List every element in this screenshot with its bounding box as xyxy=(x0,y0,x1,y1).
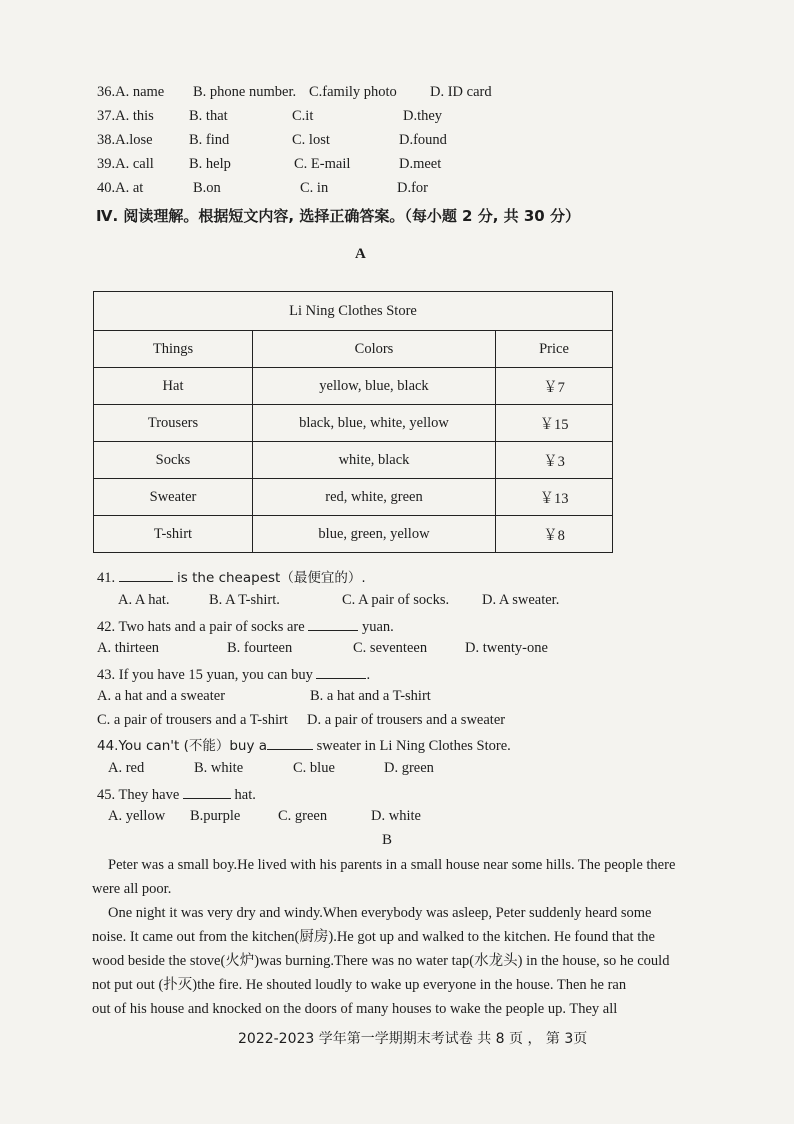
question-44-stem xyxy=(97,735,511,756)
q38-option-a: 38.A.lose xyxy=(97,132,153,148)
q39-option-a: 39.A. call xyxy=(97,156,154,172)
q42-option-c: C. seventeen xyxy=(353,640,428,656)
q40-option-d: D.for xyxy=(397,180,429,196)
question-45-options xyxy=(108,808,608,828)
passage-line: not put out (扑灭)the fire. He shouted loudly to wake up everyone in the house. Then he ran xyxy=(92,977,627,993)
q36-option-a: 36.A. name xyxy=(97,84,165,100)
page-footer: 2022-2023 学年第一学期期末考试卷 共 8 页 ， 第 3页 xyxy=(238,1031,588,1047)
table-row xyxy=(94,479,613,516)
q39-option-d: D.meet xyxy=(399,156,442,172)
passage-line: wood beside the stove(火炉)was burning.There was no water tap(水龙头) in the house, so he could xyxy=(92,953,670,969)
row-colors: yellow, blue, black xyxy=(253,368,496,405)
question-44-options xyxy=(108,760,608,780)
question-43-stem xyxy=(97,664,370,685)
row-colors: red, white, green xyxy=(253,479,496,516)
q41-option-a: A. A hat. xyxy=(118,592,170,608)
row-colors: black, blue, white, yellow xyxy=(253,405,496,442)
q43-option-c: C. a pair of trousers and a T-shirt xyxy=(97,712,288,728)
q44-text: 44.You can't (不能）buy a xyxy=(97,738,268,754)
row-thing: Sweater xyxy=(94,479,253,516)
table-row xyxy=(94,516,613,553)
row-colors: white, black xyxy=(253,442,496,479)
q44-option-a: A. red xyxy=(108,760,145,776)
q40-option-c: C. in xyxy=(300,180,329,196)
header-price: Price xyxy=(496,331,613,368)
q43-option-a: A. a hat and a sweater xyxy=(97,688,226,704)
row-price: ￥13 xyxy=(496,479,613,516)
q41-option-b: B. A T-shirt. xyxy=(209,592,280,608)
answer-blank xyxy=(308,616,358,631)
row-thing: T-shirt xyxy=(94,516,253,553)
question-43-options-row2 xyxy=(97,712,617,732)
table-row xyxy=(94,442,613,479)
question-37 xyxy=(97,108,657,128)
table-title: Li Ning Clothes Store xyxy=(94,292,613,331)
q41-number: 41. xyxy=(97,570,119,586)
q43-option-d: D. a pair of trousers and a sweater xyxy=(307,712,506,728)
question-42-options xyxy=(97,640,617,660)
question-41-stem xyxy=(97,567,366,588)
passage-a-label: A xyxy=(355,246,366,262)
q42-text: 42. Two hats and a pair of socks are xyxy=(97,619,309,635)
q45-text: 45. They have xyxy=(97,787,183,803)
answer-blank xyxy=(183,784,231,799)
passage-line: One night it was very dry and windy.When everybody was asleep, Peter suddenly heard some xyxy=(108,905,652,921)
q41-text: is the cheapest（最便宜的）. xyxy=(172,570,366,586)
q43-text-end: . xyxy=(366,667,371,683)
question-39 xyxy=(97,156,657,176)
q43-text: 43. If you have 15 yuan, you can buy xyxy=(97,667,317,683)
q45-option-b: B.purple xyxy=(190,808,241,824)
q44-option-c: C. blue xyxy=(293,760,335,776)
q37-option-d: D.they xyxy=(403,108,443,124)
row-price: ￥8 xyxy=(496,516,613,553)
q43-option-b: B. a hat and a T-shirt xyxy=(310,688,431,704)
q44-option-b: B. white xyxy=(194,760,244,776)
q42-option-d: D. twenty-one xyxy=(465,640,548,656)
q45-option-d: D. white xyxy=(371,808,421,824)
question-45-stem xyxy=(97,784,256,805)
q44-option-d: D. green xyxy=(384,760,434,776)
question-43-options-row1 xyxy=(97,688,617,708)
q41-option-d: D. A sweater. xyxy=(482,592,560,608)
question-38 xyxy=(97,132,657,152)
q40-option-b: B.on xyxy=(193,180,221,196)
q36-option-d: D. ID card xyxy=(430,84,492,100)
passage-line: were all poor. xyxy=(92,881,172,897)
q44-text-end: sweater in Li Ning Clothes Store. xyxy=(313,738,511,754)
q40-option-a: 40.A. at xyxy=(97,180,144,196)
row-price: ￥3 xyxy=(496,442,613,479)
q39-option-b: B. help xyxy=(189,156,231,172)
q45-option-c: C. green xyxy=(278,808,328,824)
q37-option-b: B. that xyxy=(189,108,228,124)
row-thing: Trousers xyxy=(94,405,253,442)
q41-option-c: C. A pair of socks. xyxy=(342,592,450,608)
question-40 xyxy=(97,180,657,200)
q37-option-c: C.it xyxy=(292,108,314,124)
table-row xyxy=(94,405,613,442)
row-thing: Hat xyxy=(94,368,253,405)
section-4-title: Ⅳ. 阅读理解。根据短文内容, 选择正确答案。（每小题 2 分, 共 30 分） xyxy=(96,207,580,225)
table-row xyxy=(94,368,613,405)
header-colors: Colors xyxy=(253,331,496,368)
answer-blank xyxy=(316,664,366,679)
row-price: ￥15 xyxy=(496,405,613,442)
header-things: Things xyxy=(94,331,253,368)
clothes-store-table xyxy=(93,291,613,553)
question-36 xyxy=(97,84,657,104)
passage-line: noise. It came out from the kitchen(厨房).He got up and walked to the kitchen. He found that the xyxy=(92,929,655,945)
table-header-row xyxy=(94,331,613,368)
q42-option-a: A. thirteen xyxy=(97,640,160,656)
passage-line: Peter was a small boy.He lived with his parents in a small house near some hills. The people there xyxy=(108,857,676,873)
passage-line: out of his house and knocked on the doors of many houses to wake the people up. They all xyxy=(92,1001,618,1017)
q38-option-c: C. lost xyxy=(292,132,330,148)
question-42-stem xyxy=(97,616,394,637)
answer-blank xyxy=(119,567,173,582)
q45-text-end: hat. xyxy=(230,787,256,803)
question-41-options xyxy=(118,592,618,612)
q37-option-a: 37.A. this xyxy=(97,108,154,124)
row-price: ￥7 xyxy=(496,368,613,405)
passage-b xyxy=(92,853,682,1021)
row-thing: Socks xyxy=(94,442,253,479)
q38-option-b: B. find xyxy=(189,132,230,148)
row-colors: blue, green, yellow xyxy=(253,516,496,553)
q39-option-c: C. E-mail xyxy=(294,156,351,172)
q42-text-end: yuan. xyxy=(358,619,394,635)
answer-blank xyxy=(267,735,313,750)
q42-option-b: B. fourteen xyxy=(227,640,293,656)
q36-option-c: C.family photo xyxy=(309,84,397,100)
q38-option-d: D.found xyxy=(399,132,447,148)
q45-option-a: A. yellow xyxy=(108,808,166,824)
passage-b-label: B xyxy=(382,832,393,848)
q36-option-b: B. phone number. xyxy=(193,84,297,100)
